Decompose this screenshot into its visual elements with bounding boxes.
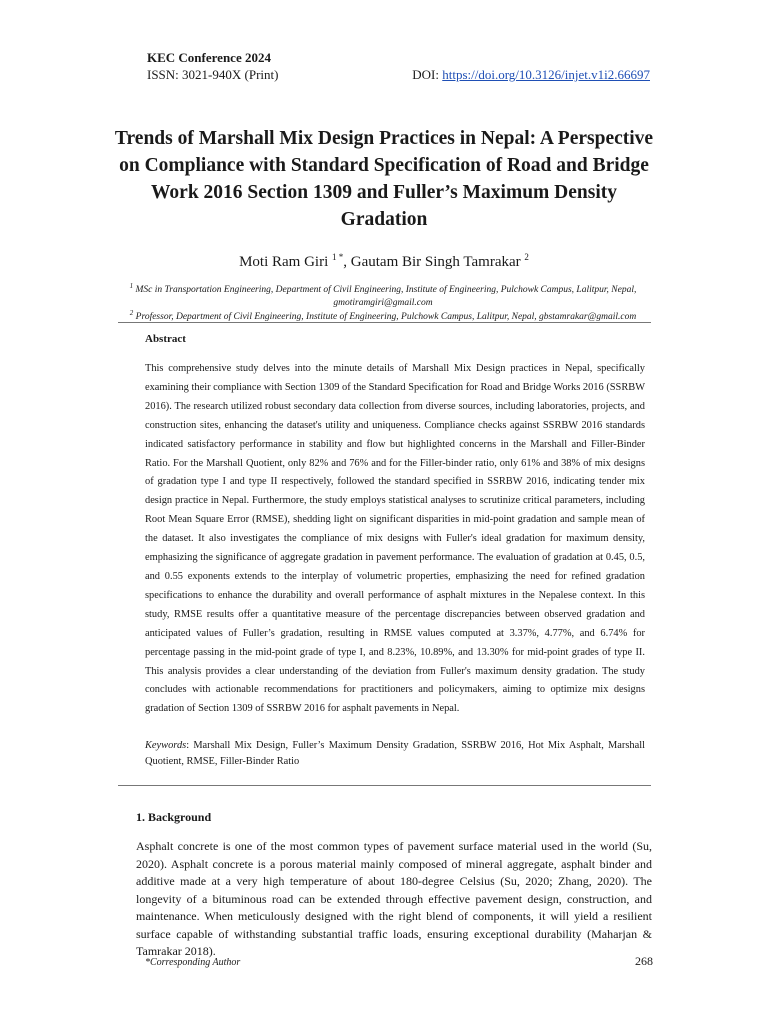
keywords-label: Keywords	[145, 740, 187, 751]
affiliation-mark: 2	[129, 309, 134, 317]
author-separator: ,	[343, 254, 351, 270]
section-body: Asphalt concrete is one of the most common types of pavement surface material used in the world (Su, 2020). Asphalt concrete is a porous material mainly composed of mineral aggregate, asphalt binder and additive made at a very high temperature of about 180-degree Celsius (Su, 2020; Zhang, 2020). The longevity of a bituminous road can be extended through effective pavement design, construction, and maintenance. When meticulously designed with the right blend of components, it will yield a resilient surface capable of withstanding substantial traffic loads, ensuring exceptional durability (Maharjan & Tamrakar 2018).	[136, 839, 652, 958]
doi-link[interactable]: https://doi.org/10.3126/injet.v1i2.66697	[442, 67, 650, 82]
author-affiliation-mark: 2	[524, 252, 529, 262]
affiliation-mark: 1	[129, 282, 134, 290]
issn: ISSN: 3021-940X (Print)	[147, 67, 279, 82]
conference-name: KEC Conference 2024	[147, 50, 271, 65]
author-name: Moti Ram Giri	[239, 254, 329, 270]
divider	[118, 785, 651, 786]
page-number: 268	[635, 954, 653, 968]
corresponding-author-note: *Corresponding Author	[145, 957, 241, 968]
abstract-heading: Abstract	[145, 333, 186, 345]
author-name: Gautam Bir Singh Tamrakar	[350, 254, 521, 270]
paper-title: Trends of Marshall Mix Design Practices in Nepal: A Perspective on Compliance with Standard Specification of Road and Bridge Work 2016 Section 1309 and Fuller’s Maximum Density Gradation	[114, 128, 654, 230]
author-list	[110, 252, 658, 271]
affiliation-text: Professor, Department of Civil Engineering, Institute of Engineering, Pulchowk Campus, Lalitpur, Nepal, gbstamrakar@gmail.com	[135, 312, 637, 323]
affiliation-1	[118, 280, 648, 310]
keywords-text: : Marshall Mix Design, Fuller’s Maximum Density Gradation, SSRBW 2016, Hot Mix Asphalt, Marshall Quotient, RMSE, Filler-Binder Ratio	[145, 740, 645, 767]
affiliation-text: MSc in Transportation Engineering, Department of Civil Engineering, Institute of Engineering, Pulchowk Campus, Lalitpur, Nepal, gmotiramgiri@gmail.com	[135, 285, 637, 309]
section-heading: 1. Background	[136, 810, 212, 824]
author-affiliation-mark: 1 *	[332, 252, 344, 262]
doi-prefix: DOI:	[412, 67, 443, 82]
abstract-body: This comprehensive study delves into the minute details of Marshall Mix Design practices in Nepal, specifically examining their compliance with Section 1309 of the Standard Specification for Road and Bridge Works 2016 (SSRBW 2016). The research utilized robust secondary data collection from diverse sources, including laboratories, projects, and construction sites, enhancing the dataset's utility and uniqueness. Compliance checks against SSRBW 2016 standards indicated satisfactory performance in stability and flow but highlighted concerns in the Marshall and Filler-Binder Ratio. For the Marshall Quotient, only 82% and 76% and for the Filler-binder ratio, only 61% and 38% of mix designs of gradation type I and type II respectively, followed the standard specified in SSRBW 2016, indicating tender mix design practice in Nepal. Furthermore, the study employs statistical analyses to scrutinize critical parameters, including Root Mean Square Error (RMSE), shedding light on significant disparities in mid-point gradation and sample mean of the dataset. It also investigates the compliance of mix designs with Fuller's ideal gradation for maximum density, emphasizing the significance of aggregate gradation in pavement performance. The evaluation of gradation at 0.45, 0.5, and 0.55 exponents extends to the interplay of volumetric properties, emphasizing the need for refined gradation specifications to enhance the durability and overall performance of asphalt mixtures in the Nepalese context. In this study, RMSE results offer a quantitative measure of the percentage discrepancies between observed gradation and anticipated values of Fuller’s gradation, resulting in RMSE values computed at 3.37%, 4.77%, and 6.74% for percentage passing in the mid-point grade of type I, and 8.23%, 10.89%, and 13.30% for mid-point grades of type II. This analysis provides a clear understanding of the deviation from Fuller's maximum density gradation. The study concludes with actionable recommendations for practitioners and policymakers, aiming to optimize mix designs gradation of Section 1309 of SSRBW 2016 for asphalt pavements in Nepal.	[145, 363, 645, 715]
divider	[118, 322, 651, 323]
keywords	[145, 738, 645, 770]
doi	[412, 67, 650, 83]
